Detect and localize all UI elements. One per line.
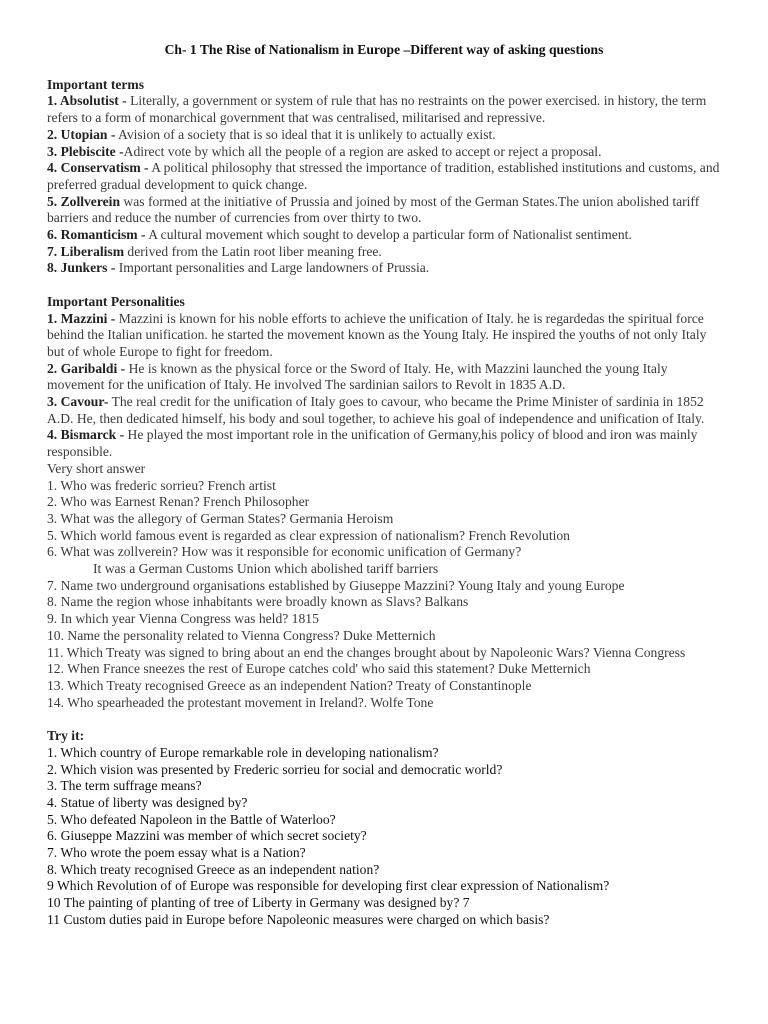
term-label: 5. Zollverein xyxy=(47,193,120,209)
term-text: derived from the Latin root liber meaning free. xyxy=(124,243,382,259)
qa-line: 13. Which Treaty recognised Greece as an independent Nation? Treaty of Constantinople xyxy=(47,678,532,693)
try-it-heading: Try it: xyxy=(47,728,85,744)
try-it-question: 5. Who defeated Napoleon in the Battle of Waterloo? xyxy=(47,811,336,827)
term-item xyxy=(47,144,721,161)
term-item xyxy=(47,244,721,261)
qa-answer-indented: It was a German Customs Union which abolished tariff barriers xyxy=(93,561,439,577)
term-label: 6. Romanticism - xyxy=(47,227,146,243)
personality-label: 1. Mazzini - xyxy=(47,310,116,326)
try-it-question: 7. Who wrote the poem essay what is a Nation? xyxy=(47,845,306,861)
short-answer-list xyxy=(47,478,721,712)
terms-list xyxy=(47,93,721,277)
term-item xyxy=(47,160,721,193)
qa-line: 3. What was the allegory of German States? Germania Heroism xyxy=(47,510,394,526)
spacer xyxy=(47,711,721,728)
personality-label: 4. Bismarck - xyxy=(47,427,125,443)
important-terms-heading: Important terms xyxy=(47,76,145,92)
spacer xyxy=(47,277,721,294)
page-title: Ch- 1 The Rise of Nationalism in Europe –Different way of asking questions xyxy=(164,42,604,57)
try-it-question: 10 The painting of planting of tree of Liberty in Germany was designed by? 7 xyxy=(47,895,470,911)
qa-line: 2. Who was Earnest Renan? French Philosopher xyxy=(47,494,310,510)
qa-line: 12. When France sneezes the rest of Europe catches cold' who said this statement? Duke Metternich xyxy=(47,661,591,677)
term-text: Adirect vote by which all the people of a region are asked to accept or reject a proposal. xyxy=(123,143,602,159)
personality-item xyxy=(47,361,721,394)
try-it-question: 4. Statue of liberty was designed by? xyxy=(47,794,248,810)
try-it-question: 2. Which vision was presented by Frederic sorrieu for social and democratic world? xyxy=(47,761,503,777)
term-item xyxy=(47,194,721,227)
qa-line: 7. Name two underground organisations established by Giuseppe Mazzini? Young Italy and young Europe xyxy=(47,577,625,593)
qa-line: 5. Which world famous event is regarded as clear expression of nationalism? French Revolution xyxy=(47,527,570,543)
important-personalities-heading: Important Personalities xyxy=(47,293,185,309)
try-it-question: 6. Giuseppe Mazzini was member of which secret society? xyxy=(47,828,367,844)
personality-text: The real credit for the unification of Italy goes to cavour, who became the Prime Minister of sardinia in 1852 A.D. He, then dedicated himself, his body and soul together, to achieve his goal of independence and unification of Italy. xyxy=(47,394,705,426)
term-text: A political philosophy that stressed the importance of tradition, established institutions and customs, and preferred gradual development to quick change. xyxy=(47,160,720,192)
try-it-question: 9 Which Revolution of of Europe was responsible for developing first clear expression of Nationalism? xyxy=(47,878,610,894)
qa-line: 14. Who spearheaded the protestant movement in Ireland?. Wolfe Tone xyxy=(47,694,434,710)
term-item xyxy=(47,260,721,277)
term-label: 8. Junkers - xyxy=(47,260,116,276)
term-text: Important personalities and Large landowners of Prussia. xyxy=(115,260,430,276)
qa-line: 8. Name the region whose inhabitants were broadly known as Slavs? Balkans xyxy=(47,594,469,610)
try-it-question: 3. The term suffrage means? xyxy=(47,778,202,794)
qa-line: 6. What was zollverein? How was it responsible for economic unification of Germany? xyxy=(47,544,522,560)
personality-label: 3. Cavour- xyxy=(47,394,109,410)
qa-line: 1. Who was frederic sorrieu? French artist xyxy=(47,477,276,493)
personality-text: He is known as the physical force or the Sword of Italy. He, with Mazzini launched the young Italy movement for the unification of Italy. He involved The sardinian sailors to Revolt in 1835 A.D. xyxy=(47,360,668,393)
personality-item xyxy=(47,427,721,460)
qa-line: 9. In which year Vienna Congress was held? 1815 xyxy=(47,611,319,627)
term-text: Literally, a government or system of rule that has no restraints on the power exercised. in history, the term refers to a form of monarchical government that was centralised, militarised and repressive. xyxy=(47,93,707,126)
try-it-question: 1. Which country of Europe remarkable role in developing nationalism? xyxy=(47,744,439,760)
term-text: was formed at the initiative of Prussia and joined by most of the German States.The union abolished tariff barriers and reduce the number of currencies from over thirty to two. xyxy=(47,193,700,226)
qa-line: 11. Which Treaty was signed to bring about an end the changes brought about by Napoleonic Wars? Vienna Congress xyxy=(47,644,686,660)
personality-text: He played the most important role in the unification of Germany,his policy of blood and iron was mainly responsible. xyxy=(47,427,698,460)
personality-text: Mazzini is known for his noble efforts to achieve the unification of Italy. he is regardedas the spiritual force behind the Italian unification. he started the movement known as the Young Italy. He inspired the youths of not only Italy but of whole Europe to fight for freedom. xyxy=(47,310,707,359)
term-label: 4. Conservatism - xyxy=(47,160,149,176)
personality-item xyxy=(47,394,721,427)
term-text: Avision of a society that is so ideal that it is unlikely to actually exist. xyxy=(115,126,496,142)
personality-item xyxy=(47,311,721,361)
term-label: 1. Absolutist - xyxy=(47,93,127,109)
try-it-question: 8. Which treaty recognised Greece as an independent nation? xyxy=(47,861,380,877)
term-label: 3. Plebiscite - xyxy=(47,143,124,159)
term-item xyxy=(47,93,721,126)
term-label: 2. Utopian - xyxy=(47,126,116,142)
try-it-list xyxy=(47,745,721,929)
term-label: 7. Liberalism xyxy=(47,243,125,259)
term-item xyxy=(47,227,721,244)
term-item xyxy=(47,127,721,144)
try-it-question: 11 Custom duties paid in Europe before Napoleonic measures were charged on which basis? xyxy=(47,911,550,927)
very-short-answer-heading: Very short answer xyxy=(47,460,146,476)
personalities-list xyxy=(47,311,721,461)
qa-line: 10. Name the personality related to Vienna Congress? Duke Metternich xyxy=(47,627,436,643)
personality-label: 2. Garibaldi - xyxy=(47,360,126,376)
term-text: A cultural movement which sought to develop a particular form of Nationalist sentiment. xyxy=(145,227,632,243)
